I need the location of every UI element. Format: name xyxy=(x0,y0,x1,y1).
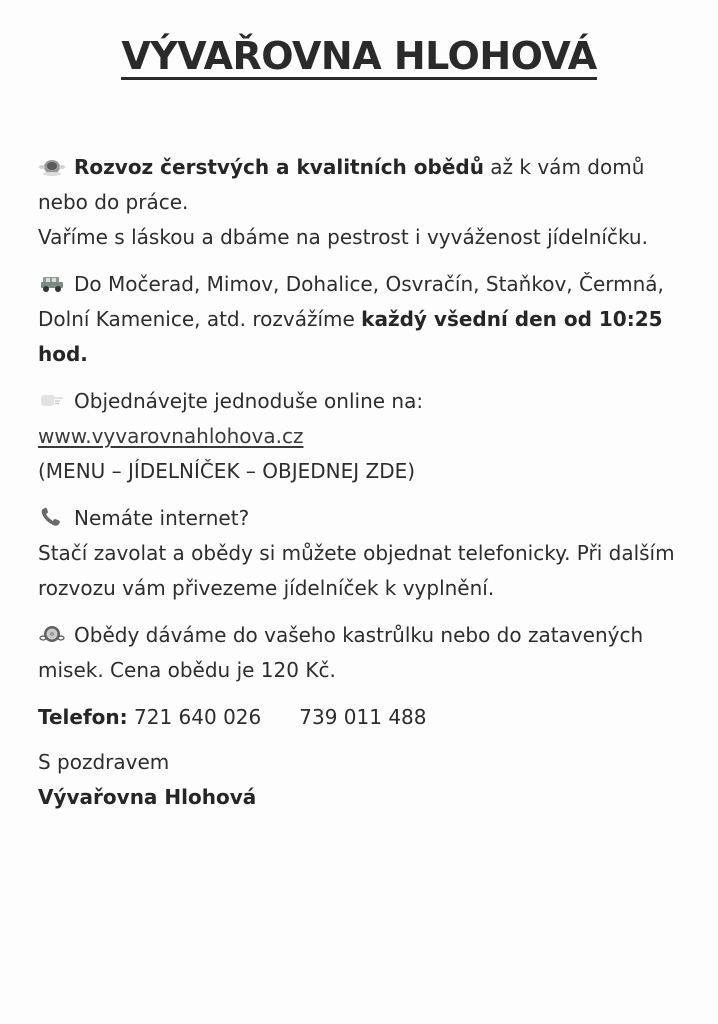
online-path: (MENU – JÍDELNÍČEK – OBJEDNEJ ZDE) xyxy=(38,459,416,483)
online-section xyxy=(38,384,698,489)
website-link[interactable]: www.vyvarovnahlohova.cz xyxy=(38,424,304,448)
intro-section xyxy=(38,150,698,255)
food-container-icon xyxy=(38,623,66,645)
delivery-section xyxy=(38,267,698,372)
contact-section xyxy=(38,700,698,735)
signature: Vývařovna Hlohová xyxy=(38,785,257,809)
delivery-text: Do Močerad, Mimov, Dohalice, Osvračín, Staňkov, Čermná, Dolní Kamenice, atd. rozvážíme xyxy=(38,272,664,331)
packaging-section xyxy=(38,618,698,688)
car-icon xyxy=(38,272,66,294)
greeting: S pozdravem xyxy=(38,750,170,774)
intro-line2: Vaříme s láskou a dbáme na pestrost i vyváženost jídelníčku. xyxy=(38,225,648,249)
intro-bold: Rozvoz čerstvých a kvalitních obědů xyxy=(74,155,484,179)
delivery-schedule: každý všední den od 10:25 hod. xyxy=(38,307,663,366)
phone-label: Telefon: xyxy=(38,705,128,729)
phone-order-text: Stačí zavolat a obědy si můžete objednat telefonicky. Při dalším rozvozu vám přivezeme jídelníček k vyplnění. xyxy=(38,541,675,600)
packaging-text: Obědy dáváme do vašeho kastrůlku nebo do zatavených misek. Cena obědu je 120 Kč. xyxy=(38,623,644,682)
phone-order-section xyxy=(38,501,698,606)
pointing-hand-icon xyxy=(38,389,66,411)
phone-number-1[interactable]: 721 640 026 xyxy=(134,705,262,729)
online-text: Objednávejte jednoduše online na: xyxy=(74,389,424,413)
phone-number-2[interactable]: 739 011 488 xyxy=(299,705,427,729)
signoff-section xyxy=(38,745,698,815)
cooking-pot-icon xyxy=(38,155,66,177)
flyer-content xyxy=(38,150,698,827)
intro-text: až k vám domů nebo do práce. xyxy=(38,155,645,214)
phone-order-heading: Nemáte internet? xyxy=(74,506,250,530)
title-text: VÝVAŘOVNA HLOHOVÁ xyxy=(121,34,597,78)
page-title xyxy=(0,34,718,80)
telephone-icon xyxy=(38,506,66,528)
